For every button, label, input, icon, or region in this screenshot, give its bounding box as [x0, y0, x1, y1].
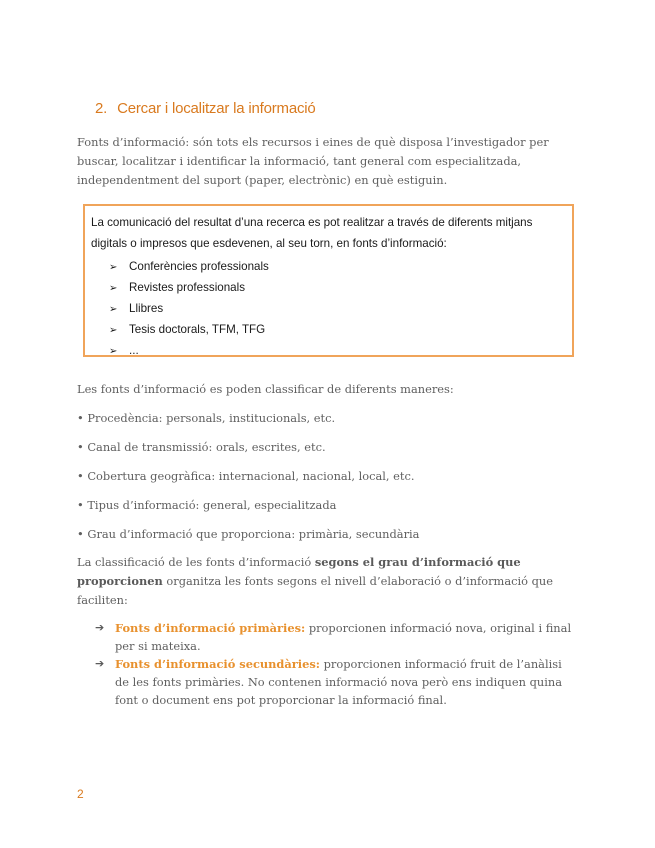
degree-item-primary [95, 619, 575, 655]
box-list-item: ➢ Llibres [109, 298, 269, 319]
section-number: 2. [95, 100, 108, 117]
classification-intro: Les fonts d’informació es poden classificar de diferents maneres: [77, 382, 454, 396]
box-list-item: ➢ Revistes professionals [109, 277, 269, 298]
degree-list [95, 619, 575, 709]
classification-item: • Cobertura geogràfica: internacional, nacional, local, etc. [77, 469, 415, 483]
box-list-item: ➢ Conferències professionals [109, 256, 269, 277]
degree-emphasis: segons el grau d’informació que proporcionen [77, 555, 521, 588]
degree-term: Fonts d’informació secundàries: [115, 657, 320, 671]
box-list-item: ➢ ... [109, 340, 269, 361]
arrow-bullet-icon: ➢ [109, 262, 118, 273]
classification-item: • Canal de transmissió: orals, escrites, etc. [77, 440, 326, 454]
sources-box [83, 204, 574, 357]
degree-item-secondary [95, 655, 575, 709]
arrow-bullet-icon: ➢ [109, 304, 118, 315]
intro-paragraph: Fonts d’informació: són tots els recursos i eines de què disposa l’investigador per buscar, localitzar i identificar la informació, tant general com especialitzada, independentment del suport (paper, electrònic) en què estiguin. [77, 135, 549, 187]
arrow-right-icon: ➔ [95, 657, 105, 670]
classification-item: • Grau d’informació que proporciona: primària, secundària [77, 527, 420, 541]
arrow-bullet-icon: ➢ [109, 283, 118, 294]
box-list-item: ➢ Tesis doctorals, TFM, TFG [109, 319, 269, 340]
degree-description: proporcionen informació nova, original i final per si mateixa. [115, 621, 572, 653]
box-intro: La comunicació del resultat d’una recerca es pot realitzar a través de diferents mitjans digitals o impresos que esdevenen, al seu torn, en fonts d’informació: [91, 216, 533, 250]
arrow-bullet-icon: ➢ [109, 346, 118, 357]
classification-item: • Tipus d’informació: general, especialitzada [77, 498, 337, 512]
section-title: Cercar i localitzar la informació [117, 100, 316, 117]
section-heading [95, 100, 316, 117]
arrow-bullet-icon: ➢ [109, 325, 118, 336]
page-number: 2 [77, 787, 84, 801]
degree-description: proporcionen informació fruit de l’anàlisi de les fonts primàries. No contenen informació nova però ens indiquen quina font o document ens pot proporcionar la informació final. [115, 657, 562, 707]
arrow-right-icon: ➔ [95, 621, 105, 634]
box-list [109, 256, 269, 361]
degree-term: Fonts d’informació primàries: [115, 621, 306, 635]
classification-item: • Procedència: personals, institucionals, etc. [77, 411, 336, 425]
degree-paragraph: La classificació de les fonts d’informació segons el grau d’informació que proporcionen organitza les fonts segons el nivell d’elaboració o d’informació que faciliten: [77, 555, 554, 607]
